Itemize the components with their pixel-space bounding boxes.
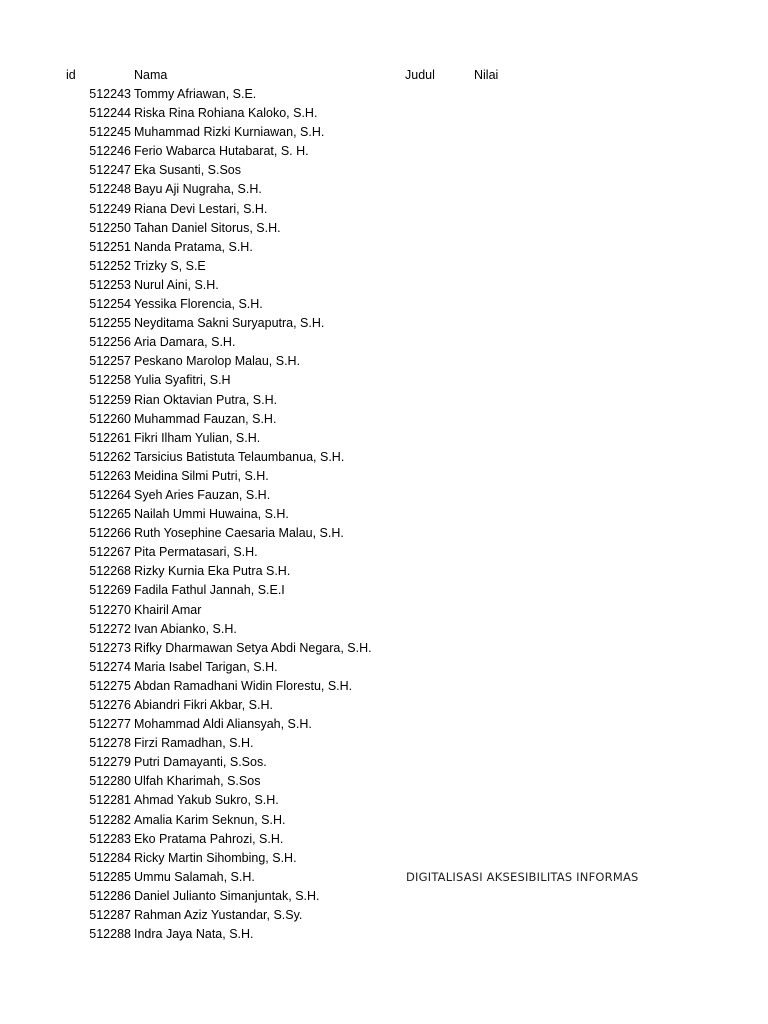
table-row	[0, 238, 768, 257]
cell-id: 512251	[89, 239, 131, 254]
table-row	[0, 505, 768, 524]
cell-id: 512272	[89, 621, 131, 636]
cell-nama: Nailah Ummi Huwaina, S.H.	[134, 507, 289, 522]
cell-id: 512259	[89, 392, 131, 407]
cell-nama: Daniel Julianto Simanjuntak, S.H.	[134, 888, 320, 903]
cell-nama: Fikri Ilham Yulian, S.H.	[134, 430, 261, 445]
cell-nama: Ricky Martin Sihombing, S.H.	[134, 850, 297, 865]
cell-nama: Indra Jaya Nata, S.H.	[134, 927, 254, 942]
cell-nama: Meidina Silmi Putri, S.H.	[134, 468, 269, 483]
cell-nama: Ummu Salamah, S.H.	[134, 869, 255, 884]
cell-nama: Muhammad Fauzan, S.H.	[134, 411, 277, 426]
cell-id: 512252	[89, 258, 131, 273]
table-row	[0, 791, 768, 810]
table-row	[0, 467, 768, 486]
cell-id: 512288	[89, 927, 131, 942]
table-row	[0, 85, 768, 104]
cell-id: 512243	[89, 87, 131, 101]
cell-id: 512245	[89, 125, 131, 140]
cell-id: 512253	[89, 277, 131, 292]
cell-id: 512254	[89, 297, 131, 312]
table-row	[0, 753, 768, 772]
cell-id: 512280	[89, 774, 131, 789]
cell-id: 512277	[89, 717, 131, 732]
cell-nama: Riana Devi Lestari, S.H.	[134, 201, 268, 216]
cell-id: 512275	[89, 678, 131, 693]
cell-id: 512250	[89, 220, 131, 235]
cell-nama: Eko Pratama Pahrozi, S.H.	[134, 831, 284, 846]
table-row	[0, 391, 768, 410]
cell-nama: Ivan Abianko, S.H.	[134, 621, 237, 636]
cell-id: 512269	[89, 583, 131, 598]
cell-nama: Khairil Amar	[134, 602, 202, 617]
table-row	[0, 696, 768, 715]
header-id: id	[66, 68, 76, 82]
cell-id: 512265	[89, 507, 131, 522]
cell-id: 512287	[89, 908, 131, 923]
table-row	[0, 887, 768, 906]
cell-id: 512279	[89, 755, 131, 770]
table-row	[0, 123, 768, 142]
cell-id: 512284	[89, 850, 131, 865]
cell-nama: Riska Rina Rohiana Kaloko, S.H.	[134, 106, 318, 121]
cell-id: 512246	[89, 144, 131, 159]
cell-id: 512257	[89, 354, 131, 369]
cell-id: 512282	[89, 812, 131, 827]
cell-id: 512264	[89, 487, 131, 502]
table-row	[0, 715, 768, 734]
table-row	[0, 811, 768, 830]
cell-nama: Rahman Aziz Yustandar, S.Sy.	[134, 908, 303, 923]
cell-nama: Ulfah Kharimah, S.Sos	[134, 774, 261, 789]
cell-id: 512256	[89, 335, 131, 350]
table-row	[0, 925, 768, 944]
cell-id: 512263	[89, 468, 131, 483]
table-row	[0, 180, 768, 199]
table-row	[0, 620, 768, 639]
table-row	[0, 142, 768, 161]
table-row	[0, 830, 768, 849]
cell-id: 512258	[89, 373, 131, 388]
cell-id: 512249	[89, 201, 131, 216]
cell-nama: Fadila Fathul Jannah, S.E.I	[134, 583, 285, 598]
cell-nama: Peskano Marolop Malau, S.H.	[134, 354, 301, 369]
table-row	[0, 772, 768, 791]
cell-nama: Maria Isabel Tarigan, S.H.	[134, 659, 278, 674]
table-row	[0, 104, 768, 123]
table-row	[0, 314, 768, 333]
cell-nama: Abiandri Fikri Akbar, S.H.	[134, 698, 273, 712]
cell-nama: Yulia Syafitri, S.H	[134, 373, 231, 388]
cell-nama: Yessika Florencia, S.H.	[134, 297, 263, 312]
cell-judul: DIGITALISASI AKSESIBILITAS INFORMAS	[406, 869, 639, 884]
cell-nama: Ahmad Yakub Sukro, S.H.	[134, 793, 279, 808]
cell-id: 512260	[89, 411, 131, 426]
header-judul: Judul	[405, 68, 435, 82]
table-row	[0, 677, 768, 696]
cell-nama: Mohammad Aldi Aliansyah, S.H.	[134, 717, 312, 732]
table-row	[0, 601, 768, 620]
cell-nama: Pita Permatasari, S.H.	[134, 545, 258, 560]
cell-nama: Amalia Karim Seknun, S.H.	[134, 812, 286, 827]
table-row	[0, 906, 768, 925]
cell-nama: Muhammad Rizki Kurniawan, S.H.	[134, 125, 325, 140]
cell-id: 512278	[89, 736, 131, 751]
cell-id: 512273	[89, 640, 131, 655]
cell-nama: Tommy Afriawan, S.E.	[134, 87, 257, 101]
table-row	[0, 161, 768, 180]
table-row	[0, 295, 768, 314]
cell-id: 512270	[89, 602, 131, 617]
cell-id: 512274	[89, 659, 131, 674]
table-row	[0, 410, 768, 429]
cell-nama: Nanda Pratama, S.H.	[134, 239, 253, 254]
cell-nama: Eka Susanti, S.Sos	[134, 163, 242, 178]
cell-nama: Neyditama Sakni Suryaputra, S.H.	[134, 316, 325, 331]
cell-nama: Firzi Ramadhan, S.H.	[134, 736, 254, 751]
cell-id: 512261	[89, 430, 131, 445]
table-row	[0, 849, 768, 868]
table-row	[0, 371, 768, 390]
header-nama: Nama	[134, 68, 168, 82]
cell-nama: Rifky Dharmawan Setya Abdi Negara, S.H.	[134, 640, 372, 655]
cell-nama: Rian Oktavian Putra, S.H.	[134, 392, 278, 407]
cell-nama: Abdan Ramadhani Widin Florestu, S.H.	[134, 678, 353, 693]
table-row	[0, 352, 768, 371]
cell-id: 512281	[89, 793, 131, 808]
table-body	[0, 85, 768, 944]
cell-id: 512285	[89, 869, 131, 884]
cell-id: 512255	[89, 316, 131, 331]
cell-nama: Rizky Kurnia Eka Putra S.H.	[134, 564, 291, 579]
table-row	[0, 562, 768, 581]
table-row	[0, 333, 768, 352]
cell-id: 512247	[89, 163, 131, 178]
table-row	[0, 524, 768, 543]
table-row	[0, 276, 768, 295]
table-row	[0, 581, 768, 600]
cell-id: 512267	[89, 545, 131, 560]
cell-id: 512266	[89, 526, 131, 541]
table-row	[0, 200, 768, 219]
cell-id: 512268	[89, 564, 131, 579]
cell-id: 512276	[89, 698, 131, 712]
table-row	[0, 257, 768, 276]
table-row	[0, 429, 768, 448]
cell-id: 512283	[89, 831, 131, 846]
cell-id: 512286	[89, 888, 131, 903]
table-row	[0, 543, 768, 562]
cell-id: 512262	[89, 449, 131, 464]
table-row	[0, 448, 768, 467]
cell-nama: Putri Damayanti, S.Sos.	[134, 755, 267, 770]
cell-nama: Ferio Wabarca Hutabarat, S. H.	[134, 144, 309, 159]
cell-nama: Ruth Yosephine Caesaria Malau, S.H.	[134, 526, 344, 541]
cell-nama: Tahan Daniel Sitorus, S.H.	[134, 220, 281, 235]
table-header	[0, 66, 768, 84]
table-row	[0, 658, 768, 677]
cell-nama: Tarsicius Batistuta Telaumbanua, S.H.	[134, 449, 345, 464]
cell-nama: Trizky S, S.E	[134, 258, 206, 273]
table-row	[0, 734, 768, 753]
cell-id: 512248	[89, 182, 131, 197]
table-row	[0, 868, 768, 887]
cell-id: 512244	[89, 106, 131, 121]
table-row	[0, 639, 768, 658]
cell-nama: Bayu Aji Nugraha, S.H.	[134, 182, 262, 197]
table-row	[0, 219, 768, 238]
cell-nama: Aria Damara, S.H.	[134, 335, 236, 350]
table-row	[0, 486, 768, 505]
cell-nama: Syeh Aries Fauzan, S.H.	[134, 487, 271, 502]
header-nilai: Nilai	[474, 68, 499, 82]
cell-nama: Nurul Aini, S.H.	[134, 277, 219, 292]
